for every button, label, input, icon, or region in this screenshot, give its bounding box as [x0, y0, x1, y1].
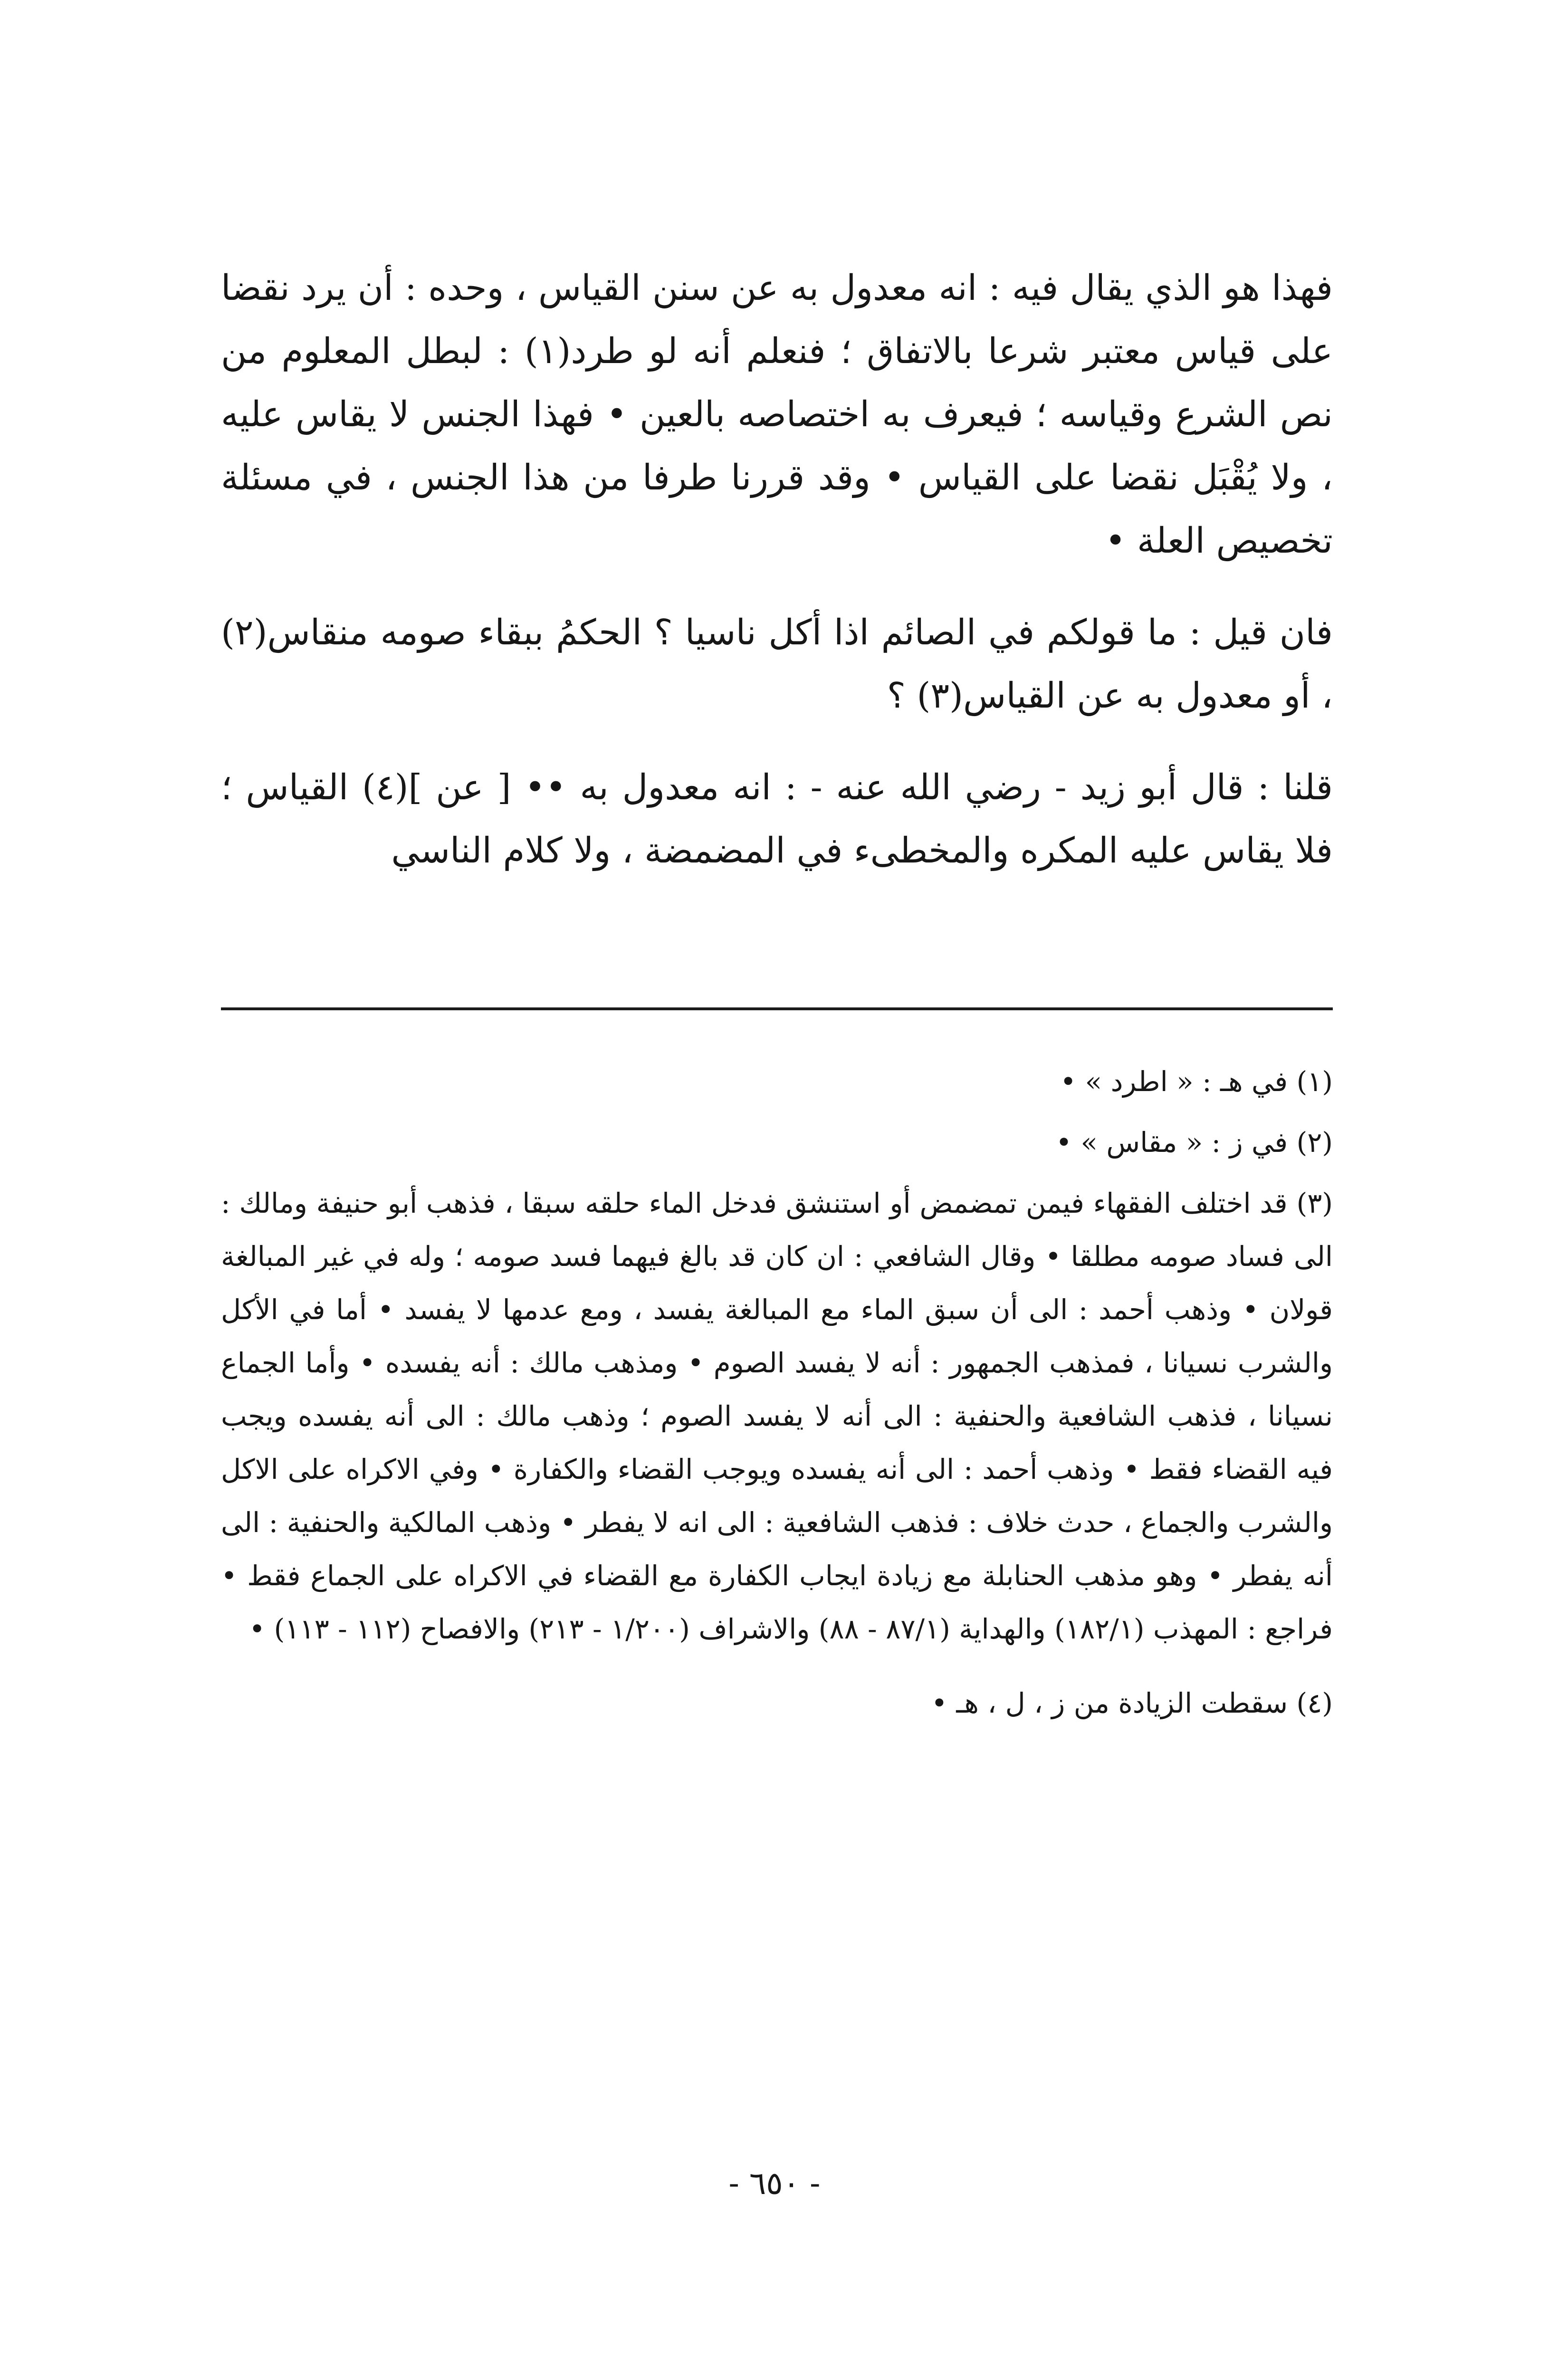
main-paragraph-3: قلنا : قال أبو زيد - رضي الله عنه - : انه معدول به •• [ عن ](٤) القياس ؛ فلا يقاس عليه المكره والمخطىء في المضمضة ، ولا كلام الناسي [221, 767, 1333, 871]
footnotes-block [221, 1055, 1333, 1737]
page-number: - ٦٥٠ - [728, 2165, 821, 2202]
footnote-4: (٤) سقطت الزيادة من ز ، ل ، هـ • [931, 1687, 1333, 1719]
main-paragraph-2: فان قيل : ما قولكم في الصائم اذا أكل ناسيا ؟ الحكمُ ببقاء صومه منقاس(٢) ، أو معدول به عن القياس(٣) ؟ [221, 612, 1333, 716]
footnote-1: (١) في هـ : « اطرد » • [1060, 1065, 1333, 1098]
main-paragraph-1: فهذا هو الذي يقال فيه : انه معدول به عن سنن القياس ، وحده : أن يرد نقضا على قياس معتبر شرعا بالاتفاق ؛ فنعلم أنه لو طرد(١) : لبطل المعلوم من نص الشرع وقياسه ؛ فيعرف به اختصاصه بالعين • فهذا الجنس لا يقاس عليه ، ولا يُقْبَل نقضا على القياس • وقد قررنا طرفا من هذا الجنس ، في مسئلة تخصيص العلة • [221, 268, 1333, 561]
main-text-block [221, 257, 1333, 882]
footnote-3: (٣) قد اختلف الفقهاء فيمن تمضمض أو استنشق فدخل الماء حلقه سبقا ، فذهب أبو حنيفة ومالك : الى فساد صومه مطلقا • وقال الشافعي : ان كان قد بالغ فيهما فسد صومه ؛ وله في غير المبالغة قولان • وذهب أحمد : الى أن سبق الماء مع المبالغة يفسد ، ومع عدمها لا يفسد • أما في الأكل والشرب نسيانا ، فمذهب الجمهور : أنه لا يفسد الصوم • ومذهب مالك : أنه يفسده • وأما الجماع نسيانا ، فذهب الشافعية والحنفية : الى أنه لا يفسد الصوم ؛ وذهب مالك : الى أنه يفسده ويجب فيه القضاء فقط • وذهب أحمد : الى أنه يفسده ويوجب القضاء والكفارة • وفي الاكراه على الاكل والشرب والجماع ، حدث خلاف : فذهب الشافعية : الى انه لا يفطر • وذهب المالكية والحنفية : الى أنه يفطر • وهو مذهب الحنابلة مع زيادة ايجاب الكفارة مع القضاء في الاكراه على الجماع فقط • فراجع : المهذب (١٨٢/١) والهداية (٨٧/١ - ٨٨) والاشراف (١/٢٠٠ - ٢١٣) والافصاح (١١٢ - ١١٣) • [221, 1187, 1333, 1645]
footnote-2: (٢) في ز : « مقاس » • [1055, 1126, 1333, 1159]
footnote-divider [221, 1007, 1333, 1010]
